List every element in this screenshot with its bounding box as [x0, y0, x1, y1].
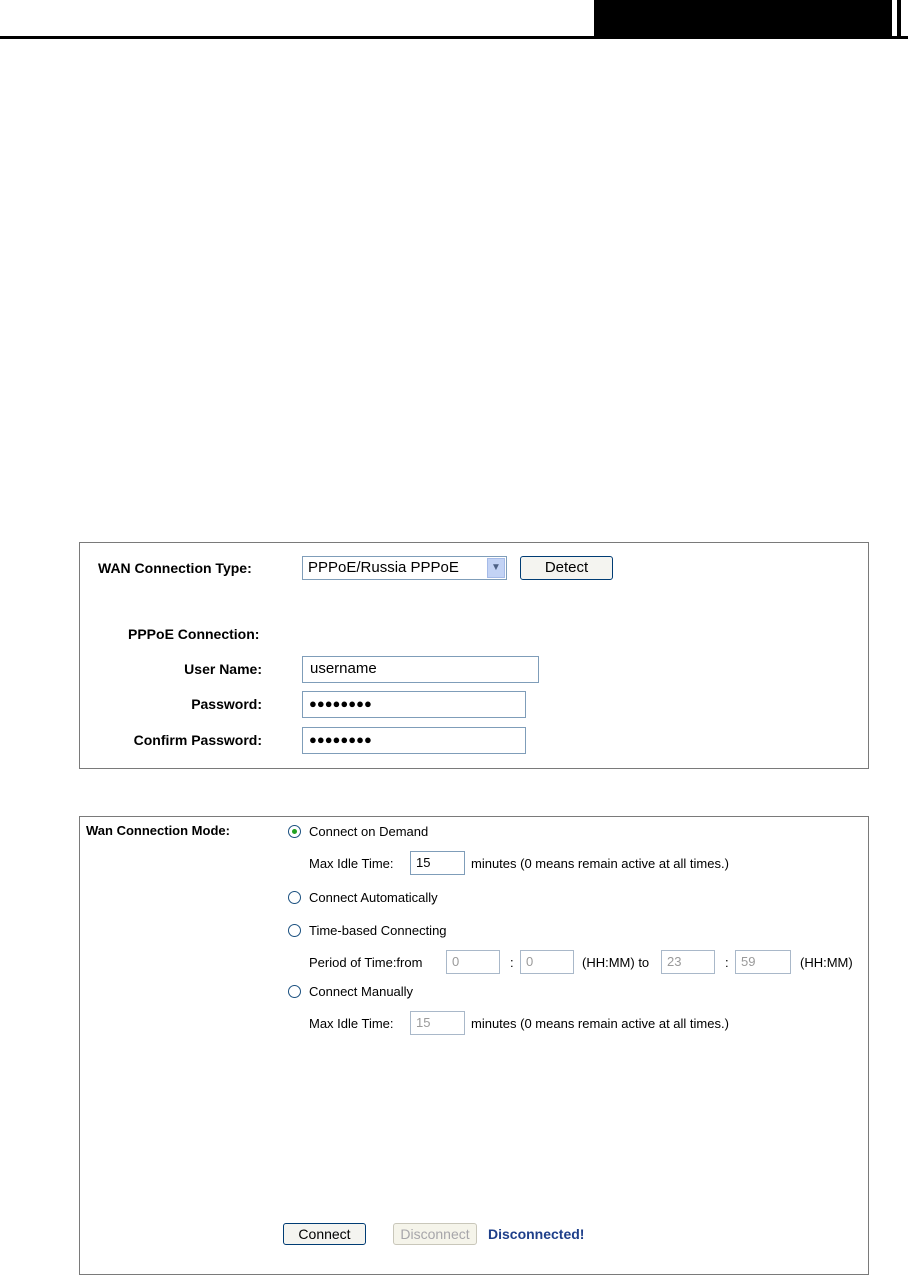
- period-to-minute-input[interactable]: 59: [735, 950, 791, 974]
- connect-automatically-label[interactable]: Connect Automatically: [309, 890, 438, 905]
- wan-connection-type-panel: [79, 542, 869, 769]
- header-black-block: [594, 0, 892, 36]
- password-label: Password:: [191, 696, 262, 712]
- period-from-hour-input[interactable]: 0: [446, 950, 500, 974]
- wan-connection-type-value: PPPoE/Russia PPPoE: [308, 559, 459, 576]
- minutes-note: minutes (0 means remain active at all times.): [471, 856, 729, 871]
- connect-on-demand-label[interactable]: Connect on Demand: [309, 824, 429, 839]
- period-from-colon: :: [510, 955, 514, 970]
- period-to-hour-input[interactable]: 23: [661, 950, 715, 974]
- user-name-input[interactable]: username: [302, 656, 539, 683]
- period-of-time-label: Period of Time:from: [309, 955, 423, 970]
- confirm-password-input[interactable]: ●●●●●●●●: [302, 727, 526, 754]
- time-based-connecting-label[interactable]: Time-based Connecting: [309, 923, 447, 938]
- confirm-password-label: Confirm Password:: [133, 732, 262, 748]
- max-idle-time-label: Max Idle Time:: [309, 856, 394, 871]
- header-edge-bar: [897, 0, 901, 39]
- wan-connection-type-select[interactable]: [302, 556, 507, 580]
- manual-max-idle-time-label: Max Idle Time:: [309, 1016, 394, 1031]
- header-rule: [0, 36, 908, 39]
- period-from-minute-input[interactable]: 0: [520, 950, 574, 974]
- wan-connection-mode-label: Wan Connection Mode:: [86, 823, 230, 838]
- hhmm-label: (HH:MM): [800, 955, 853, 970]
- connection-actions: [79, 816, 869, 1275]
- pppoe-connection-label: PPPoE Connection:: [128, 626, 260, 642]
- connect-button[interactable]: Connect: [283, 1223, 366, 1245]
- period-to-colon: :: [725, 955, 729, 970]
- connect-manually-label[interactable]: Connect Manually: [309, 984, 414, 999]
- password-input[interactable]: ●●●●●●●●: [302, 691, 526, 718]
- manual-minutes-note: minutes (0 means remain active at all times.): [471, 1016, 729, 1031]
- detect-button[interactable]: Detect: [520, 556, 613, 580]
- chevron-down-icon[interactable]: ▼: [487, 558, 505, 578]
- disconnect-button[interactable]: Disconnect: [393, 1223, 477, 1245]
- hhmm-to-label: (HH:MM) to: [582, 955, 650, 970]
- on-demand-idle-input[interactable]: 15: [410, 851, 465, 875]
- user-name-label: User Name:: [184, 661, 262, 677]
- wan-connection-type-label: WAN Connection Type:: [98, 560, 252, 576]
- manual-idle-input[interactable]: 15: [410, 1011, 465, 1035]
- connection-status: Disconnected!: [488, 1226, 585, 1242]
